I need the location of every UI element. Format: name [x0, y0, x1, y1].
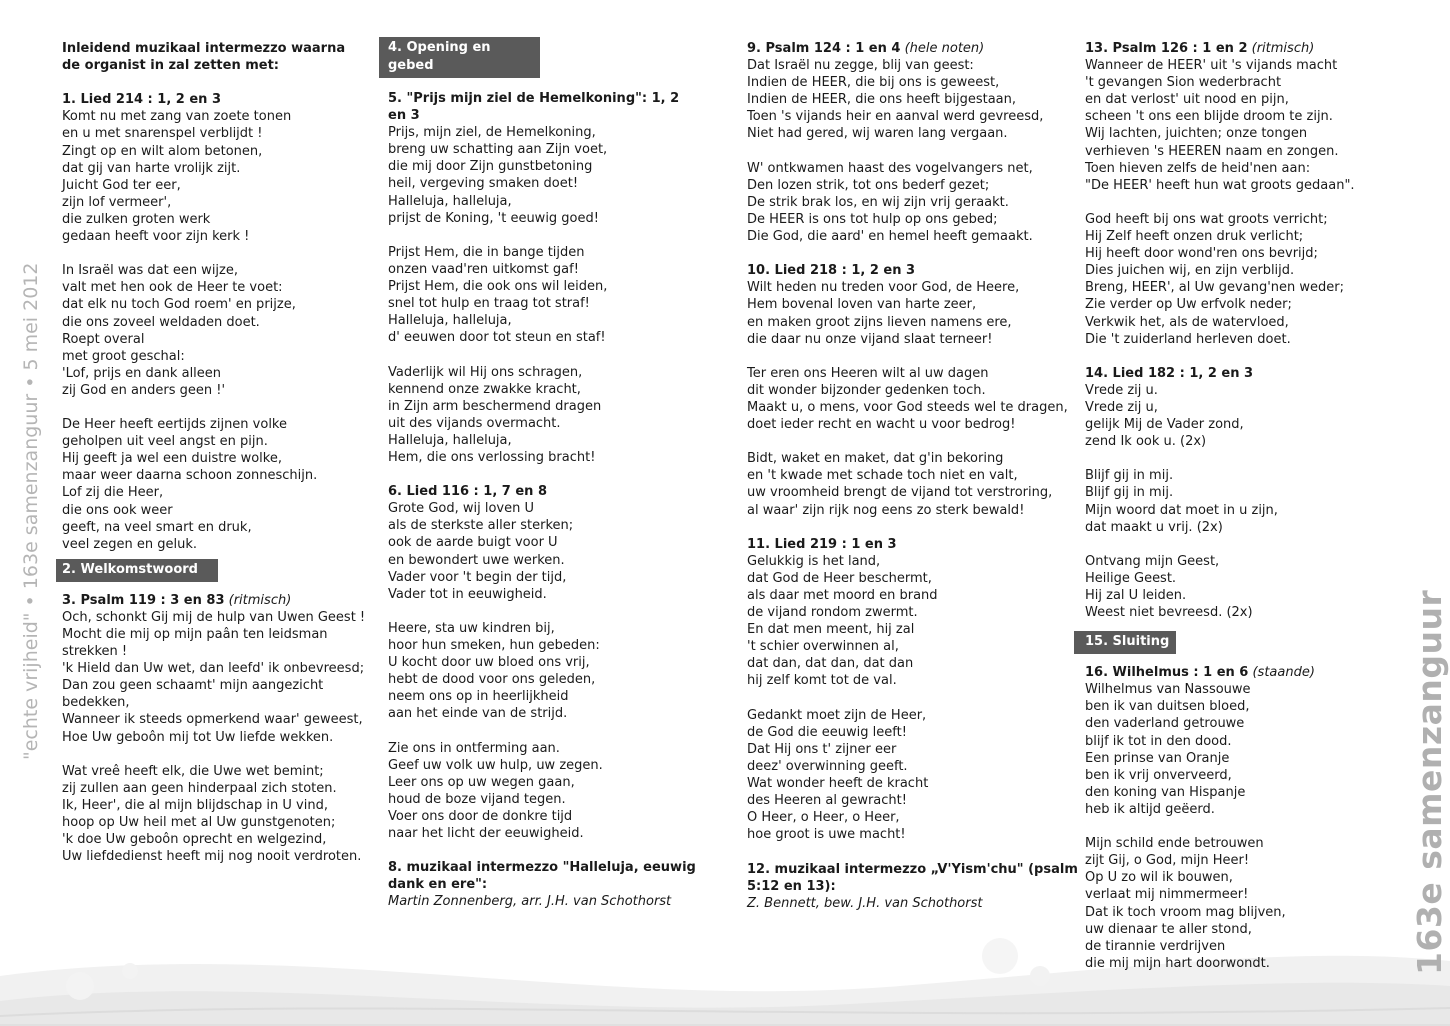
- text-line: God heeft bij ons wat groots verricht;: [1085, 211, 1328, 227]
- section-bar-welkomstwoord: 2. Welkomstwoord: [56, 559, 218, 582]
- verse: [1085, 57, 1375, 194]
- verse: [1085, 467, 1375, 535]
- text-line: Inleidend muzikaal intermezzo waarna: [62, 41, 346, 56]
- text-line: gelijk Mij de Vader zond,: [1085, 417, 1244, 433]
- text-line: de vijand rondom zwermt.: [747, 605, 918, 621]
- text-line: blijf ik tot in den dood.: [1085, 733, 1232, 749]
- verse: [747, 160, 1067, 245]
- text-line: Een prinse van Oranje: [1085, 750, 1230, 766]
- text-line: Lof zij die Heer,: [62, 485, 164, 501]
- text-line: dat gij van harte vrolijk zijt.: [62, 160, 241, 176]
- text-line: 12. muzikaal intermezzo „V'Yism'chu" (psalm: [747, 861, 1078, 877]
- text-line: ook de aarde buigt voor U: [388, 535, 558, 551]
- text-line: Weest niet bevreesd. (2x): [1085, 605, 1253, 621]
- text-line: 'k doe Uw geboôn oprecht en welgezind,: [62, 832, 327, 848]
- text-line: 't gevangen Sion wederbracht: [1085, 75, 1282, 91]
- text-line: Hij zal U leiden.: [1085, 588, 1187, 603]
- text-line: Uw liefdedienst heeft mij nog nooit verdroten.: [62, 849, 362, 865]
- text-line: als de sterkste aller sterken;: [388, 518, 574, 534]
- text-line: Komt nu met zang van zoete tonen: [62, 109, 292, 125]
- verse: [388, 740, 698, 843]
- text-line: hebt de dood voor ons geleden,: [388, 672, 596, 688]
- song-title: 13. Psalm 126 : 1 en 2 (ritmisch): [1085, 41, 1315, 56]
- text-line: de tirannie verdrijven: [1085, 938, 1226, 954]
- text-line: die ons ook weer: [62, 502, 173, 518]
- text-line: Hem, die ons verlossing bracht!: [388, 449, 596, 465]
- text-line: Dies juichen wij, en zijn verblijd.: [1085, 263, 1295, 279]
- left-margin: [0, 0, 40, 1026]
- verse: [1085, 553, 1375, 621]
- intermezzo-title: [388, 859, 698, 893]
- text-line: dit wonder bijzonder gedenken toch.: [747, 382, 986, 398]
- verse: [388, 500, 698, 603]
- text-line: Halleluja, halleluja,: [388, 432, 512, 448]
- text-line: strekken !: [62, 644, 128, 660]
- text-line: Hoe Uw geboôn mij tot Uw liefde wekken.: [62, 729, 334, 745]
- verse: [62, 262, 372, 399]
- column-4: [1085, 40, 1375, 972]
- text-line: Gedankt moet zijn de Heer,: [747, 707, 927, 723]
- text-line: Prijst Hem, die ook ons wil leiden,: [388, 279, 608, 295]
- text-line: Grote God, wij loven U: [388, 501, 534, 517]
- text-line: 't schier overwinnen al,: [747, 639, 899, 655]
- song-title: [388, 90, 698, 124]
- verse: [62, 416, 372, 553]
- text-line: verlaat mij nimmermeer!: [1085, 887, 1249, 903]
- text-line: 8. muzikaal intermezzo "Halleluja, eeuwig: [388, 860, 696, 876]
- text-line: Hij heeft door wond'ren ons bevrijd;: [1085, 246, 1318, 262]
- text-line: als daar met moord en brand: [747, 588, 938, 603]
- verse: [388, 124, 698, 227]
- intro-heading: [62, 40, 372, 74]
- text-line: Wilt heden nu treden voor God, de Heere,: [747, 280, 1020, 296]
- text-line: Die God, die aard' en hemel heeft gemaakt.: [747, 229, 1033, 245]
- text-line: houd de boze vijand tegen.: [388, 791, 566, 807]
- song-title: 14. Lied 182 : 1, 2 en 3: [1085, 365, 1254, 381]
- text-line: gedaan heeft voor zijn kerk !: [62, 229, 250, 245]
- text-line: In Israël was dat een wijze,: [62, 263, 238, 279]
- text-line: Vader voor 't begin der tijd,: [388, 569, 567, 585]
- text-line: Wanneer de HEER' uit 's vijands macht: [1085, 58, 1338, 74]
- text-line: Och, schonkt Gij mij de hulp van Uwen Geest !: [62, 609, 366, 625]
- text-line: zij God en anders geen !': [62, 382, 226, 398]
- text-line: Wat wonder heeft de kracht: [747, 776, 929, 792]
- text-line: breng uw schatting aan Zijn voet,: [388, 142, 608, 158]
- verse: [1085, 835, 1375, 972]
- text-line: naar het licht der eeuwigheid.: [388, 826, 584, 842]
- side-text-left: "echte vrijheid" • 163e samenzanguur • 5 mei 2012: [20, 262, 42, 760]
- text-line: Wij lachten, juichten; onze tongen: [1085, 126, 1308, 142]
- text-line: 'Lof, prijs en dank alleen: [62, 365, 222, 381]
- text-line: valt met hen ook de Heer te voet:: [62, 280, 283, 296]
- text-line: Geef uw volk uw hulp, uw zegen.: [388, 757, 603, 773]
- text-line: uw dienaar te aller stond,: [1085, 921, 1252, 937]
- text-line: Vaderlijk wil Hij ons schragen,: [388, 364, 583, 380]
- text-line: Prijst Hem, die in bange tijden: [388, 244, 585, 260]
- text-line: bedekken,: [62, 695, 130, 711]
- text-line: Vader tot in eeuwigheid.: [388, 586, 547, 602]
- verse: [747, 450, 1067, 518]
- text-line: "De HEER' heeft hun wat groots gedaan".: [1085, 177, 1355, 193]
- text-line: de organist in zal zetten met:: [62, 58, 280, 74]
- text-line: Halleluja, halleluja,: [388, 193, 512, 209]
- text-line: Zie ons in ontferming aan.: [388, 740, 560, 756]
- text-line: Vrede zij u.: [1085, 382, 1158, 398]
- text-line: Juicht God ter eer,: [62, 177, 181, 193]
- credit: Z. Bennett, bew. J.H. van Schothorst: [747, 895, 983, 911]
- verse: [62, 763, 372, 866]
- text-line: Op U zo wil ik bouwen,: [1085, 870, 1233, 886]
- text-line: Breng, HEER', al Uw gevang'nen weder;: [1085, 280, 1344, 296]
- text-line: veel zegen en geluk.: [62, 536, 198, 552]
- text-line: Wanneer ik steeds opmerkend waar' geweest,: [62, 712, 363, 728]
- text-line: Toen 's vijands heir en aanval werd gevreesd,: [747, 109, 1044, 125]
- text-line: Voer ons door de donkre tijd: [388, 808, 573, 824]
- text-line: Bidt, waket en maket, dat g'in bekoring: [747, 451, 1004, 467]
- text-line: uit des vijands overmacht.: [388, 415, 561, 431]
- text-line: Vrede zij u,: [1085, 399, 1158, 415]
- text-line: Die 't zuiderland herleven doet.: [1085, 331, 1291, 347]
- text-line: Leer ons op uw wegen gaan,: [388, 774, 575, 790]
- text-line: zijt Gij, o God, mijn Heer!: [1085, 853, 1250, 869]
- verse: [388, 620, 698, 723]
- text-line: Zie verder op Uw erfvolk neder;: [1085, 297, 1292, 313]
- text-line: Niet had gered, wij waren lang vergaan.: [747, 126, 1008, 142]
- verse: [62, 108, 372, 245]
- text-line: Toen hieven zelfs de heid'nen aan:: [1085, 160, 1311, 176]
- song-title: 3. Psalm 119 : 3 en 83 (ritmisch): [62, 592, 292, 608]
- text-line: neem ons op in heerlijkheid: [388, 689, 569, 705]
- text-line: verhieven 's HEEREN naam en zongen.: [1085, 143, 1339, 159]
- text-line: En dat men meent, hij zal: [747, 622, 915, 638]
- text-line: deez' overwinning geeft.: [747, 758, 908, 774]
- text-line: Blijf gij in mij.: [1085, 485, 1174, 501]
- text-line: Maakt u, o mens, voor God steeds wel te dragen,: [747, 399, 1068, 415]
- text-line: Verkwik het, als de watervloed,: [1085, 314, 1289, 330]
- text-line: zend Ik ook u. (2x): [1085, 434, 1207, 450]
- song-title: 11. Lied 219 : 1 en 3: [747, 536, 897, 552]
- text-line: en maken groot zijns lieven namens ere,: [747, 314, 1012, 330]
- text-line: geeft, na veel smart en druk,: [62, 519, 252, 535]
- text-line: en 't kwade met schade toch niet en valt,: [747, 468, 1018, 484]
- text-line: dat elk nu toch God roem' en prijze,: [62, 297, 296, 313]
- verse: [747, 553, 1067, 690]
- text-line: Ik, Heer', die al mijn blijdschap in U vind,: [62, 797, 328, 813]
- text-line: Ontvang mijn Geest,: [1085, 553, 1220, 569]
- text-line: maar weer daarna schoon zonneschijn.: [62, 468, 318, 484]
- text-line: Wat vreê heeft elk, die Uwe wet bemint;: [62, 763, 324, 779]
- song-title: 16. Wilhelmus : 1 en 6 (staande): [1085, 665, 1315, 681]
- text-line: heil, vergeving smaken doet!: [388, 176, 579, 192]
- section-bar-opening: 4. Opening en gebed: [379, 37, 540, 78]
- text-line: 5:12 en 13):: [747, 878, 836, 894]
- text-line: 'k Hield dan Uw wet, dan leefd' ik onbevreesd;: [62, 661, 365, 677]
- text-line: die daar nu onze vijand slaat terneer!: [747, 331, 993, 347]
- text-line: De HEER is ons tot hulp op ons gebed;: [747, 211, 998, 227]
- text-line: Dat Israël nu zegge, blij van geest:: [747, 58, 974, 74]
- side-text-right: 163e samenzanguur: [1410, 589, 1449, 975]
- text-line: met groot geschal:: [62, 348, 185, 364]
- song-title: 1. Lied 214 : 1, 2 en 3: [62, 92, 222, 108]
- text-line: hoop op Uw heil met al Uw gunstgenoten;: [62, 815, 336, 831]
- text-line: den vaderland getrouwe: [1085, 716, 1245, 732]
- text-line: Dat ik toch vroom mag blijven,: [1085, 904, 1286, 920]
- verse: [747, 57, 1067, 142]
- text-line: Mijn schild ende betrouwen: [1085, 836, 1264, 852]
- verse: [1085, 211, 1375, 348]
- text-line: dank en ere":: [388, 877, 488, 893]
- text-line: den koning van Hispanje: [1085, 784, 1246, 800]
- text-line: kennend onze zwakke kracht,: [388, 381, 581, 397]
- text-line: Hij geeft ja wel een duistre wolke,: [62, 451, 282, 467]
- text-line: U kocht door uw bloed ons vrij,: [388, 655, 590, 671]
- text-line: Mocht die mij op mijn paân ten leidsman: [62, 627, 328, 642]
- text-line: die mij door Zijn gunstbetoning: [388, 159, 593, 175]
- verse: [747, 365, 1067, 433]
- text-line: hoor hun smeken, hun gebeden:: [388, 638, 600, 653]
- text-line: d' eeuwen door tot steun en staf!: [388, 330, 606, 346]
- column-3: [747, 40, 1078, 912]
- verse: [388, 244, 698, 347]
- text-line: en dat verlost' uit nood en pijn,: [1085, 92, 1289, 108]
- text-line: O Heer, o Heer, o Heer,: [747, 810, 900, 826]
- text-line: Blijf gij in mij.: [1085, 468, 1174, 484]
- text-line: die zulken groten werk: [62, 211, 211, 227]
- text-line: Den lozen strik, tot ons bederf gezet;: [747, 177, 990, 193]
- right-margin: [1400, 0, 1450, 1026]
- text-line: uw vroomheid brengt de vijand tot verstroring,: [747, 485, 1053, 501]
- section-bar-sluiting: 15. Sluiting: [1074, 631, 1176, 654]
- text-line: Wilhelmus van Nassouwe: [1085, 682, 1251, 698]
- text-line: de God die eeuwig leeft!: [747, 724, 907, 740]
- text-line: heb ik altijd geëerd.: [1085, 801, 1215, 817]
- text-line: Prijs, mijn ziel, de Hemelkoning,: [388, 125, 596, 141]
- text-line: hoe groot is uwe macht!: [747, 827, 906, 843]
- song-title: 9. Psalm 124 : 1 en 4 (hele noten): [747, 41, 985, 56]
- text-line: doet ieder recht en wacht u voor bedrog!: [747, 417, 1016, 433]
- text-line: al waar' zijn rijk nog eens zo sterk bewald!: [747, 502, 1025, 518]
- credit: Martin Zonnenberg, arr. J.H. van Schothorst: [388, 894, 672, 910]
- text-line: Zingt op en wilt alom betonen,: [62, 143, 263, 159]
- text-line: De strik brak los, en wij zijn vrij geraakt.: [747, 194, 1009, 210]
- text-line: Heilige Geest.: [1085, 570, 1177, 586]
- text-line: geholpen uit veel angst en pijn.: [62, 434, 268, 450]
- song-title: 6. Lied 116 : 1, 7 en 8: [388, 484, 548, 500]
- text-line: en 3: [388, 108, 420, 124]
- verse: [747, 707, 1067, 844]
- text-line: en u met snarenspel verblijdt !: [62, 126, 263, 142]
- text-line: scheen 't ons een blijde droom te zijn.: [1085, 109, 1333, 125]
- text-line: onzen vaad'ren uitkomst gaf!: [388, 261, 579, 277]
- text-line: Ter eren ons Heeren wilt al uw dagen: [747, 365, 989, 381]
- text-line: Dan zou geen schaamt' mijn aangezicht: [62, 678, 324, 694]
- text-line: Mijn woord dat moet in u zijn,: [1085, 502, 1278, 518]
- text-line: W' ontkwamen haast des vogelvangers net,: [747, 160, 1033, 176]
- text-line: ben ik vrij onverveerd,: [1085, 767, 1232, 783]
- text-line: Roept overal: [62, 331, 145, 347]
- text-line: dat God de Heer beschermt,: [747, 570, 932, 586]
- verse: [747, 279, 1067, 347]
- intermezzo-title: [747, 861, 1078, 895]
- text-line: Heere, sta uw kindren bij,: [388, 620, 555, 636]
- text-line: Gelukkig is het land,: [747, 553, 881, 569]
- text-line: die ons zoveel weldaden doet.: [62, 314, 260, 330]
- text-line: snel tot hulp en traag tot straf!: [388, 296, 590, 312]
- column-2: [388, 37, 698, 911]
- column-1: [62, 40, 372, 865]
- text-line: zij zullen aan geen hinderpaal zich stoten.: [62, 780, 337, 796]
- text-line: die mij mijn hart doorwondt.: [1085, 955, 1270, 971]
- text-line: prijst de Koning, 't eeuwig goed!: [388, 210, 599, 226]
- text-line: en bewondert uwe werken.: [388, 552, 565, 568]
- verse: [1085, 681, 1375, 818]
- text-line: ben ik van duitsen bloed,: [1085, 699, 1250, 715]
- text-line: des Heeren al gewracht!: [747, 793, 907, 809]
- text-line: De Heer heeft eertijds zijnen volke: [62, 417, 287, 433]
- text-line: Halleluja, halleluja,: [388, 313, 512, 329]
- text-line: Indien de HEER, die ons heeft bijgestaan,: [747, 92, 1016, 108]
- text-line: Indien de HEER, die bij ons is geweest,: [747, 75, 1000, 91]
- text-line: dat maakt u vrij. (2x): [1085, 519, 1223, 535]
- text-line: Hem bovenal loven van harte zeer,: [747, 297, 977, 313]
- song-title: 10. Lied 218 : 1, 2 en 3: [747, 263, 916, 279]
- verse: [1085, 382, 1375, 450]
- text-line: zijn lof vermeer',: [62, 194, 172, 210]
- text-line: Hij Zelf heeft onzen druk verlicht;: [1085, 229, 1304, 245]
- text-line: 5. "Prijs mijn ziel de Hemelkoning": 1, 2: [388, 91, 680, 106]
- verse: [62, 609, 372, 746]
- text-line: Dat Hij ons t' zijner eer: [747, 741, 897, 757]
- text-line: in Zijn arm beschermend dragen: [388, 398, 602, 414]
- text-line: dat dan, dat dan, dat dan: [747, 656, 914, 672]
- text-line: aan het einde van de strijd.: [388, 706, 568, 722]
- verse: [388, 364, 698, 467]
- text-line: hij zelf komt tot de val.: [747, 673, 897, 689]
